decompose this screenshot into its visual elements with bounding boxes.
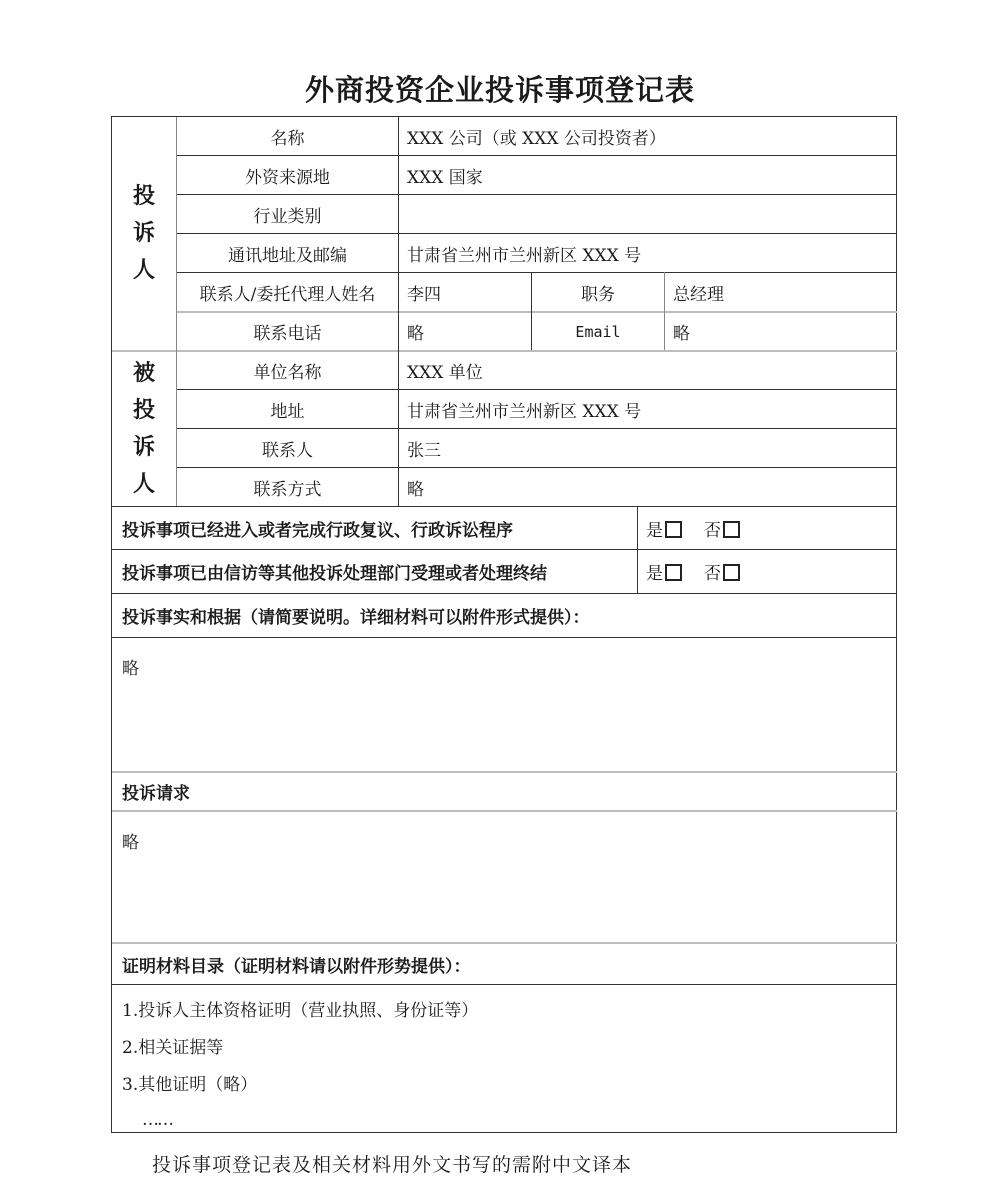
no-checkbox[interactable] xyxy=(723,564,740,581)
field-value-unit-name[interactable]: XXX 单位 xyxy=(407,363,483,383)
no-option[interactable] xyxy=(704,559,740,584)
section-label-char: 人 xyxy=(132,257,155,283)
field-value-name[interactable]: XXX 公司（或 XXX 公司投资者） xyxy=(407,128,666,149)
question-other-department: 投诉事项已由信访等其他投诉处理部门受理或者处理终结 xyxy=(122,564,547,584)
section-label-char: 投 xyxy=(132,397,155,423)
question-admin-review-options xyxy=(638,507,897,549)
field-value-industry[interactable] xyxy=(399,195,897,233)
no-checkbox[interactable] xyxy=(723,521,740,538)
yes-option[interactable] xyxy=(646,559,682,584)
evidence-ellipsis: …… xyxy=(142,1110,172,1130)
field-label-respondent-address: 地址 xyxy=(270,401,305,422)
no-option[interactable] xyxy=(704,516,740,541)
yes-label: 是 xyxy=(646,564,663,584)
evidence-item[interactable]: 1.投诉人主体资格证明（营业执照、身份证等） xyxy=(122,1000,479,1021)
evidence-item[interactable]: 2.相关证据等 xyxy=(122,1037,224,1058)
field-label-industry: 行业类别 xyxy=(253,206,322,227)
field-label-respondent-contact: 联系人 xyxy=(262,440,313,461)
complaint-form xyxy=(111,116,897,1133)
request-content[interactable]: 略 xyxy=(122,833,139,853)
no-label: 否 xyxy=(704,564,721,584)
field-label-unit-name: 单位名称 xyxy=(253,363,322,383)
field-label-respondent-contact-method: 联系方式 xyxy=(253,479,322,500)
facts-content[interactable]: 略 xyxy=(122,659,139,679)
field-label-phone: 联系电话 xyxy=(253,324,322,344)
field-label-name: 名称 xyxy=(270,128,305,149)
complainant-section-label xyxy=(112,117,176,350)
page-title: 外商投资企业投诉事项登记表 xyxy=(304,73,695,107)
divider xyxy=(112,637,897,638)
section-label-char: 诉 xyxy=(132,220,155,246)
divider xyxy=(112,984,897,985)
yes-option[interactable] xyxy=(646,516,682,541)
section-label-char: 人 xyxy=(132,471,155,497)
field-label-position: 职务 xyxy=(581,284,615,305)
field-value-respondent-address[interactable]: 甘肃省兰州市兰州新区 XXX 号 xyxy=(407,401,642,422)
field-value-respondent-contact-method[interactable]: 略 xyxy=(407,479,424,500)
evidence-heading: 证明材料目录（证明材料请以附件形势提供）： xyxy=(122,956,471,977)
field-value-respondent-contact[interactable]: 张三 xyxy=(407,440,441,461)
field-value-contact-name[interactable]: 李四 xyxy=(407,284,441,305)
field-value-address[interactable]: 甘肃省兰州市兰州新区 XXX 号 xyxy=(407,245,642,266)
field-value-position[interactable]: 总经理 xyxy=(673,284,724,305)
section-label-char: 被 xyxy=(132,360,155,386)
section-label-char: 投 xyxy=(132,183,155,209)
evidence-item[interactable]: 3.其他证明（略） xyxy=(122,1074,258,1095)
field-label-origin: 外资来源地 xyxy=(245,167,330,188)
no-label: 否 xyxy=(704,520,721,541)
yes-checkbox[interactable] xyxy=(665,521,682,538)
footer-note: 投诉事项登记表及相关材料用外文书写的需附中文译本 xyxy=(152,1154,633,1176)
yes-checkbox[interactable] xyxy=(665,564,682,581)
question-admin-review: 投诉事项已经进入或者完成行政复议、行政诉讼程序 xyxy=(122,520,513,541)
field-label-contact-name: 联系人/委托代理人姓名 xyxy=(199,284,376,305)
field-label-address: 通讯地址及邮编 xyxy=(228,245,347,266)
field-value-origin[interactable]: XXX 国家 xyxy=(407,167,483,188)
divider xyxy=(112,810,897,812)
field-label-email: Email xyxy=(575,322,621,341)
respondent-section-label xyxy=(112,352,176,506)
yes-label: 是 xyxy=(646,520,663,541)
request-heading: 投诉请求 xyxy=(122,784,190,804)
section-label-char: 诉 xyxy=(132,434,155,460)
field-value-email[interactable]: 略 xyxy=(673,324,690,344)
question-other-department-options xyxy=(638,550,897,593)
field-value-phone[interactable]: 略 xyxy=(407,324,424,344)
facts-heading: 投诉事实和根据（请简要说明。详细材料可以附件形式提供）： xyxy=(122,608,590,628)
